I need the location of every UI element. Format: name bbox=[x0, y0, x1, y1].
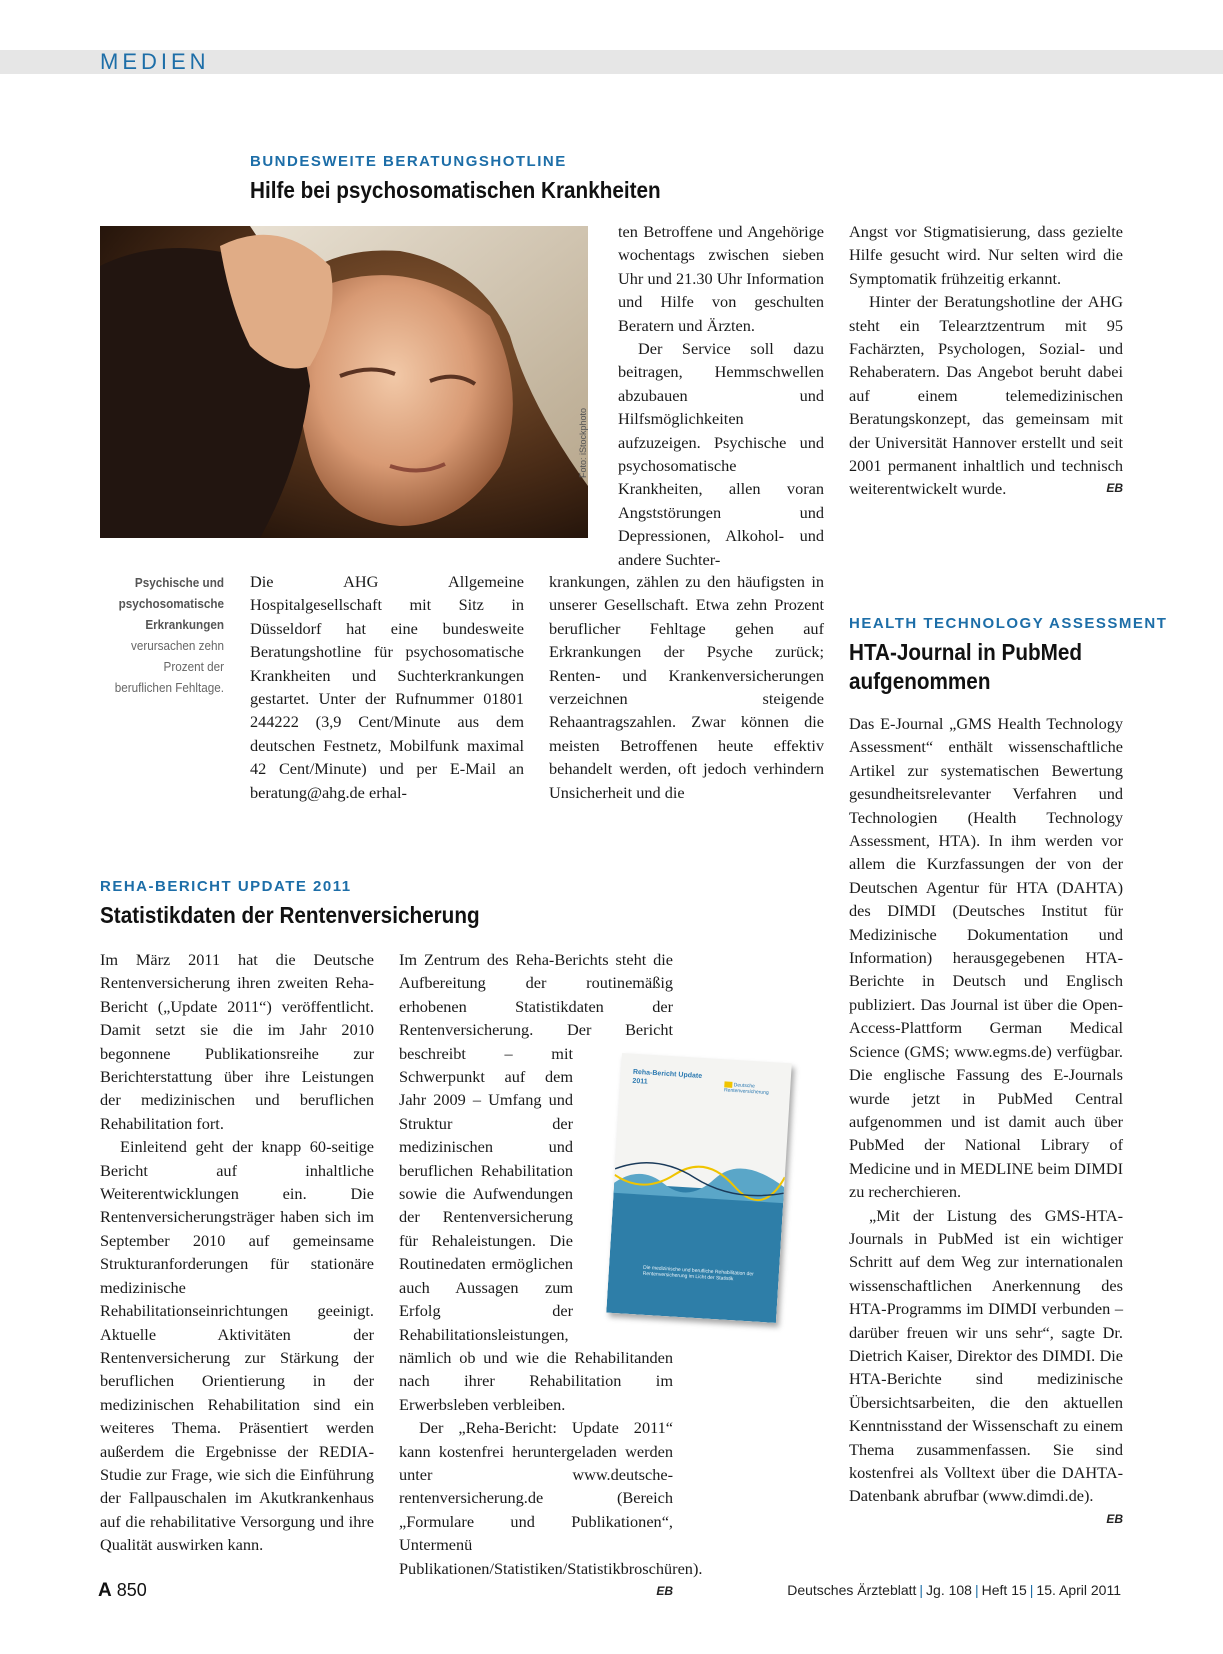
article3-paragraph-1: Das E-Journal „GMS Health Technology Assessment“ enthält wissenschaftliche Artikel zur systematischen Bewertung gesundheitsrelevanter Verfahren und Technologien (Health Technology Assessment, HTA). In ihm werden vor allem die Kurzfassungen der von der Deutschen Agentur für HTA (DAHTA) des DIMDI (Deutsches Institut für Medizinische Dokumentation und Information) herausgegebenen HTA-Berichte in Deutsch und Englisch publiziert. Das Journal ist über die Open-Access-Plattform German Medical Science (GMS; www.egms.de) verfügbar. Die englische Fassung des E-Journals wurde jetzt in PubMed Central aufgenommen und ist damit auch über PubMed der National Library of Medicine und in MEDLINE beim DIMDI zu recherchieren. bbox=[849, 714, 1123, 1202]
article1-column-2-bottom bbox=[549, 570, 824, 804]
article1-column-2-top bbox=[618, 220, 824, 571]
page-letter: A bbox=[98, 1580, 112, 1601]
photo-caption-text: verursachen zehn Prozent der beruflichen Fehltage. bbox=[114, 638, 224, 695]
cover-subtitle: Die medizinische und berufliche Rehabilitation der Rentenversicherung im Licht der Statistik bbox=[642, 1264, 754, 1283]
article3-paragraph-2: „Mit der Listung des GMS-HTA-Journals in PubMed ist ein wichtiger Schritt auf dem Weg zur internationalen wissenschaftlichen Anerkennung des HTA-Programms im DIMDI verbunden – darüber freuen wir uns sehr“, sagte Dr. Dietrich Kaiser, Direktor des DIMDI. Die HTA-Berichte sind medizinische Übersichtsarbeiten, die den aktuellen Kenntnisstand der Wissenschaft zu einem Thema zusammenfassen. Sie sind kostenfrei als Volltext über die DAHTA-Datenbank abrufbar (www.dimdi.de). bbox=[849, 1205, 1123, 1506]
cover-title: Reha-Bericht Update 2011 bbox=[632, 1068, 703, 1086]
page-number bbox=[98, 1580, 147, 1602]
article3-column bbox=[849, 712, 1123, 1531]
article1-column-3 bbox=[849, 220, 1123, 501]
article1-column-1 bbox=[250, 570, 524, 804]
cover-logo bbox=[724, 1081, 781, 1097]
journal-volume: Jg. 108 bbox=[926, 1582, 972, 1598]
page-number-value: 850 bbox=[116, 1580, 147, 1600]
article1-col2-paragraph-2a: Der Service soll dazu beitragen, Hemmschwellen abzubauen und Hilfsmöglichkeiten aufzuzeigen. Psychische und psychosomatische Krankheiten, allen voran Angststörungen und Depressionen, Alkohol- und andere Suchter- bbox=[618, 339, 824, 569]
article2-signature: EB bbox=[656, 1583, 673, 1598]
article1-col3-paragraph-2: Hinter der Beratungshotline der AHG steht ein Telearztzentrum mit 95 Fachärzten, Psychologen, Sozial- und Rehaberatern. Das Angebot beruht dabei auf einem telemedizinischen Beratungskonzept, das gemeinsam mit der Universität Hannover erstellt und seit 2001 permanent inhaltlich und technisch weiterentwickelt wurde. bbox=[849, 292, 1123, 499]
cover-wave-graphic bbox=[606, 1153, 785, 1323]
article1-photo bbox=[100, 226, 588, 538]
section-label: MEDIEN bbox=[100, 49, 210, 74]
article2-col2-paragraph-1: Im Zentrum des Reha-Berichts steht die Aufbereitung der routinemäßig erhobenen Statistikdaten der Rentenversicherung. Der Bericht beschreibt – mit Schwerpunkt auf dem Jahr 2009 – Umfang und Struktur der medizinischen und beruflichen Rehabilitation sowie die Aufwendungen der Rentenversicherung für Rehaleistungen. Die Routinedaten ermöglichen auch Aussagen zum Erfolg der Rehabilitationsleistungen, nämlich ob und wie die Rehabilitanden nach ihrer Rehabilitation im Erwerbsleben verbleiben. bbox=[399, 950, 673, 1414]
article2-column-1 bbox=[100, 948, 374, 1557]
article3-signature: EB bbox=[1106, 1511, 1123, 1526]
article1-col2-paragraph-2b: krankungen, zählen zu den häufigsten in unserer Gesellschaft. Etwa zehn Prozent beruflicher Fehltage gehen auf Erkrankungen der Psyche zurück; Renten- und Krankenversicherungen verzeichnen steigende Rehaantragszahlen. Zwar können die meisten Betroffenen heute effektiv behandelt werden, oft jedoch verhindern Unsicherheit und die bbox=[549, 572, 824, 802]
journal-issue: Heft 15 bbox=[981, 1582, 1027, 1598]
journal-info: Deutsches Ärzteblatt | Jg. 108 | Heft 15 | 15. April 2011 bbox=[787, 1582, 1121, 1598]
article1-col1-paragraph: Die AHG Allgemeine Hospitalgesellschaft mit Sitz in Düsseldorf hat eine bundesweite Beratungshotline für psychosomatische Krankheiten und Suchterkrankungen gestartet. Unter der Rufnummer 01801 244222 (3,9 Cent/Minute aus dem deutschen Festnetz, Mobilfunk maximal 42 Cent/Minute) und per E-Mail an beratung@ahg.de erhal- bbox=[250, 572, 524, 802]
journal-name: Deutsches Ärzteblatt bbox=[787, 1582, 917, 1598]
article3-kicker: HEALTH TECHNOLOGY ASSESSMENT bbox=[849, 615, 1168, 632]
photo-credit: Foto: iStockphoto bbox=[578, 407, 588, 478]
woman-portrait-image bbox=[100, 226, 588, 538]
article1-kicker: BUNDESWEITE BERATUNGSHOTLINE bbox=[250, 153, 567, 170]
article2-col1-paragraph-2: Einleitend geht der knapp 60-seitige Bericht auf inhaltliche Weiterentwicklungen ein. Die Rentenversicherungsträger haben sich im September 2010 auf gemeinsame Strukturanforderungen für stationäre medizinische Rehabilitationseinrichtungen geeinigt. Aktuelle Aktivitäten der Rentenversicherung zur Stärkung der beruflichen Orientierung in der medizinischen Rehabilitation sind ein weiteres Thema. Präsentiert werden außerdem die Ergebnisse der REDIA-Studie zur Frage, wie sich die Einführung der Fallpauschalen im Akutkrankenhaus auf die rehabilitative Versorgung und ihre Qualität auswirken kann. bbox=[100, 1137, 374, 1555]
article1-signature: EB bbox=[1106, 481, 1123, 496]
article3-headline: HTA-Journal in PubMed aufgenommen bbox=[849, 639, 1083, 694]
article2-col2-paragraph-2: Der „Reha-Bericht: Update 2011“ kann kostenfrei heruntergeladen werden unter www.deutsche-rentenversicherung.de (Bereich „Formulare und Publikationen“, Untermenü Publikationen/Statistiken/Statistikbroschüren). bbox=[399, 1418, 703, 1578]
article2-col1-paragraph-1: Im März 2011 hat die Deutsche Rentenversicherung ihren zweiten Reha-Bericht („Update 2011“) veröffentlicht. Damit setzt sie die im Jahr 2010 begonnene Publikationsreihe zur Berichterstattung über ihre Leistungen der medizinischen und beruflichen Rehabilitation fort. bbox=[100, 950, 374, 1133]
cover-logo-text: Deutsche Rentenversicherung bbox=[723, 1082, 769, 1097]
reha-bericht-cover bbox=[606, 1053, 792, 1323]
article2-headline: Statistikdaten der Rentenversicherung bbox=[100, 902, 480, 928]
photo-caption-bold: Psychische und psychosomatische Erkrankungen bbox=[118, 575, 224, 632]
article1-col2-paragraph-1: ten Betroffene und Angehörige wochentags zwischen sieben Uhr und 21.30 Uhr Information und Hilfe von geschulten Beratern und Ärzten. bbox=[618, 222, 824, 335]
article1-col3-paragraph-1: Angst vor Stigmatisierung, dass gezielte Hilfe gesucht wird. Nur selten wird die Symptomatik frühzeitig erkannt. bbox=[849, 222, 1123, 288]
photo-caption bbox=[109, 572, 224, 698]
article2-kicker: REHA-BERICHT UPDATE 2011 bbox=[100, 878, 352, 895]
article1-headline: Hilfe bei psychosomatischen Krankheiten bbox=[250, 177, 661, 203]
journal-date: 15. April 2011 bbox=[1036, 1582, 1121, 1598]
